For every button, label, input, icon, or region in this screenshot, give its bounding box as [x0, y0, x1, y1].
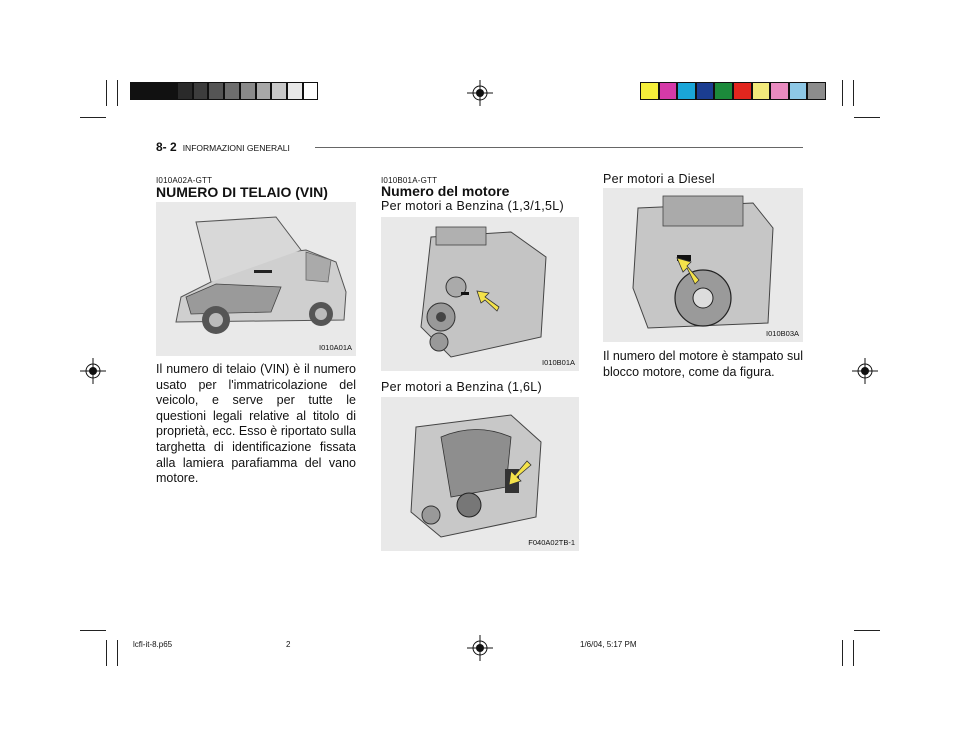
gray-swatch — [130, 82, 146, 100]
crop-mark — [106, 640, 107, 666]
crop-mark — [854, 630, 880, 631]
gray-calibration-bar — [130, 82, 318, 100]
gray-swatch — [177, 82, 193, 100]
gray-swatch — [193, 82, 209, 100]
figure-caption: I010B03A — [766, 329, 799, 338]
figure-caption: F040A02TB-1 — [528, 538, 575, 547]
gray-swatch — [303, 82, 319, 100]
gray-swatch — [161, 82, 177, 100]
crop-mark — [106, 80, 107, 106]
color-swatch — [696, 82, 715, 100]
gray-swatch — [287, 82, 303, 100]
registration-target-icon — [80, 358, 106, 384]
registration-target-icon — [467, 80, 493, 106]
crop-mark — [853, 640, 854, 666]
body-text: Il numero del motore è stampato sul blocco motore, come da figura. — [603, 349, 803, 379]
crop-mark — [117, 640, 118, 666]
crop-mark — [80, 630, 106, 631]
footer-page: 2 — [286, 640, 291, 649]
gray-swatch — [271, 82, 287, 100]
subheading: Per motori a Diesel — [603, 172, 715, 186]
color-swatch — [640, 82, 659, 100]
section-heading: Numero del motore — [381, 183, 510, 199]
color-swatch — [770, 82, 789, 100]
page-number: 8- 2 — [156, 140, 177, 154]
figure-caption: I010A01A — [319, 343, 352, 352]
gray-swatch — [256, 82, 272, 100]
color-swatch — [659, 82, 678, 100]
color-calibration-bar — [640, 82, 826, 100]
engine-figure-2 — [381, 397, 579, 551]
crop-mark — [117, 80, 118, 106]
section-title: INFORMAZIONI GENERALI — [182, 143, 290, 153]
color-swatch — [789, 82, 808, 100]
body-text: Il numero di telaio (VIN) è il numero usato per l'immatricolazione del veicolo, e serve per tutte le questioni legali relative al titolo di proprietà, ecc. Esso è riportato sulla targhetta di identificazione fissata alla lamiera parafiamma del vano motore. — [156, 362, 356, 486]
gray-swatch — [146, 82, 162, 100]
crop-mark — [842, 80, 843, 106]
header-rule — [315, 147, 803, 148]
section-code: I010B01A-GTT — [381, 176, 438, 185]
engine-figure-1 — [381, 217, 579, 371]
registration-target-icon — [467, 635, 493, 661]
diesel-engine-figure — [603, 188, 803, 342]
subheading: Per motori a Benzina (1,3/1,5L) — [381, 199, 564, 213]
crop-mark — [80, 117, 106, 118]
color-swatch — [677, 82, 696, 100]
section-heading: NUMERO DI TELAIO (VIN) — [156, 184, 328, 200]
crop-mark — [853, 80, 854, 106]
color-swatch — [807, 82, 826, 100]
footer-timestamp: 1/6/04, 5:17 PM — [580, 640, 637, 649]
color-swatch — [752, 82, 771, 100]
page-header — [156, 140, 290, 154]
car-engine-bay-figure — [156, 202, 356, 356]
color-swatch — [714, 82, 733, 100]
gray-swatch — [224, 82, 240, 100]
section-code: I010A02A-GTT — [156, 176, 213, 185]
color-swatch — [733, 82, 752, 100]
gray-swatch — [208, 82, 224, 100]
figure-caption: I010B01A — [542, 358, 575, 367]
gray-swatch — [240, 82, 256, 100]
footer-file: lcfl-it-8.p65 — [133, 640, 173, 649]
subheading: Per motori a Benzina (1,6L) — [381, 380, 542, 394]
crop-mark — [842, 640, 843, 666]
crop-mark — [854, 117, 880, 118]
registration-target-icon — [852, 358, 878, 384]
